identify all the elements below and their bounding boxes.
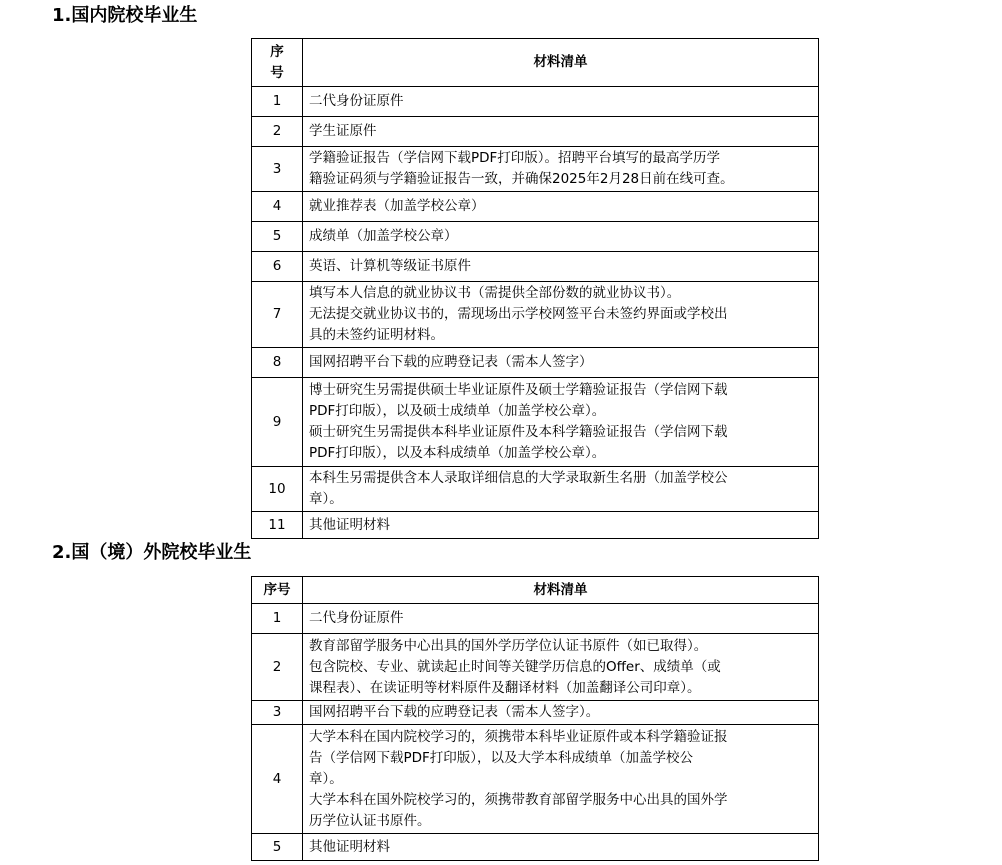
row-materials: [303, 701, 819, 725]
table-row: [252, 725, 819, 834]
table-row: [252, 252, 819, 282]
row-materials: [303, 378, 819, 467]
row-materials: [303, 467, 819, 512]
table-row: [252, 192, 819, 222]
row-number: 2: [252, 117, 303, 147]
row-number: 5: [252, 834, 303, 861]
row-number: 4: [252, 725, 303, 834]
material-line: 硕士研究生另需提供本科毕业证原件及本科学籍验证报告（学信网下载: [309, 424, 728, 440]
table-row: [252, 117, 819, 147]
material-line: 学籍验证报告（学信网下载PDF打印版）。招聘平台填写的最高学历学: [309, 150, 721, 166]
table-header-row: [252, 39, 819, 87]
material-line: 包含院校、专业、就读起止时间等关键学历信息的Offer、成绩单（或: [309, 658, 721, 675]
material-line: 具的未签约证明材料。: [309, 327, 444, 343]
material-line: 课程表）、在读证明等材料原件及翻译材料（加盖翻译公司印章）。: [309, 679, 701, 696]
material-line: 大学本科在国外院校学习的，须携带教育部留学服务中心出具的国外学: [309, 791, 728, 808]
row-materials: [303, 282, 819, 348]
row-materials: [303, 634, 819, 701]
material-line: 告（学信网下载PDF打印版），以及大学本科成绩单（加盖学校公: [309, 749, 694, 766]
table-row: [252, 701, 819, 725]
table-row: [252, 282, 819, 348]
row-materials: [303, 725, 819, 834]
row-materials: [303, 512, 819, 539]
row-number: 3: [252, 701, 303, 725]
row-materials: [303, 222, 819, 252]
table-row: [252, 147, 819, 192]
col-header-number-line: 号: [270, 64, 284, 81]
overseas-materials-table: [251, 576, 819, 861]
material-line: 学生证原件: [309, 123, 377, 139]
row-number: 2: [252, 634, 303, 701]
material-line: 成绩单（加盖学校公章）: [309, 228, 458, 244]
table-row: [252, 87, 819, 117]
row-materials: [303, 604, 819, 634]
row-number: 11: [252, 512, 303, 539]
material-line: 博士研究生另需提供硕士毕业证原件及硕士学籍验证报告（学信网下载: [309, 382, 728, 398]
section-2-heading: 2.国（境）外院校毕业生: [52, 542, 252, 563]
row-number: 9: [252, 378, 303, 467]
col-header-number-line: 序: [270, 43, 284, 60]
material-line: 其他证明材料: [309, 838, 390, 855]
row-materials: [303, 87, 819, 117]
table-header-row: [252, 577, 819, 604]
row-materials: [303, 192, 819, 222]
row-number: 6: [252, 252, 303, 282]
material-line: 就业推荐表（加盖学校公章）: [309, 198, 485, 214]
material-line: 章）。: [309, 770, 343, 787]
col-header-materials: 材料清单: [303, 39, 819, 87]
row-materials: [303, 147, 819, 192]
material-line: 二代身份证原件: [309, 610, 404, 626]
col-header-number: [252, 39, 303, 87]
col-header-number: 序号: [252, 577, 303, 604]
material-line: 国网招聘平台下载的应聘登记表（需本人签字）: [309, 354, 593, 370]
row-number: 8: [252, 348, 303, 378]
table-row: [252, 348, 819, 378]
material-line: 本科生另需提供含本人录取详细信息的大学录取新生名册（加盖学校公: [309, 470, 728, 486]
col-header-materials: 材料清单: [303, 577, 819, 604]
table-row: [252, 378, 819, 467]
material-line: 国网招聘平台下载的应聘登记表（需本人签字）。: [309, 704, 600, 720]
row-number: 1: [252, 87, 303, 117]
row-materials: [303, 834, 819, 861]
table-row: [252, 467, 819, 512]
row-number: 1: [252, 604, 303, 634]
table-row: [252, 604, 819, 634]
row-number: 5: [252, 222, 303, 252]
row-number: 7: [252, 282, 303, 348]
row-number: 3: [252, 147, 303, 192]
row-materials: [303, 252, 819, 282]
material-line: 章）。: [309, 491, 343, 507]
material-line: 历学位认证书原件。: [309, 812, 431, 829]
material-line: PDF打印版），以及本科成绩单（加盖学校公章）。: [309, 445, 606, 461]
table-row: [252, 512, 819, 539]
table-row: [252, 834, 819, 861]
material-line: PDF打印版），以及硕士成绩单（加盖学校公章）。: [309, 403, 606, 419]
table-row: [252, 222, 819, 252]
material-line: 二代身份证原件: [309, 93, 404, 109]
material-line: 教育部留学服务中心出具的国外学历学位认证书原件（如已取得）。: [309, 637, 708, 654]
row-number: 10: [252, 467, 303, 512]
material-line: 籍验证码须与学籍验证报告一致，并确保2025年2月28日前在线可查。: [309, 171, 734, 187]
material-line: 大学本科在国内院校学习的，须携带本科毕业证原件或本科学籍验证报: [309, 728, 728, 745]
table-row: [252, 634, 819, 701]
material-line: 其他证明材料: [309, 516, 390, 533]
section-1-heading: 1.国内院校毕业生: [52, 5, 198, 26]
row-number: 4: [252, 192, 303, 222]
row-materials: [303, 117, 819, 147]
material-line: 填写本人信息的就业协议书（需提供全部份数的就业协议书）。: [309, 285, 681, 301]
domestic-materials-table: [251, 38, 819, 539]
material-line: 无法提交就业协议书的，需现场出示学校网签平台未签约界面或学校出: [309, 306, 728, 322]
row-materials: [303, 348, 819, 378]
material-line: 英语、计算机等级证书原件: [309, 258, 471, 274]
